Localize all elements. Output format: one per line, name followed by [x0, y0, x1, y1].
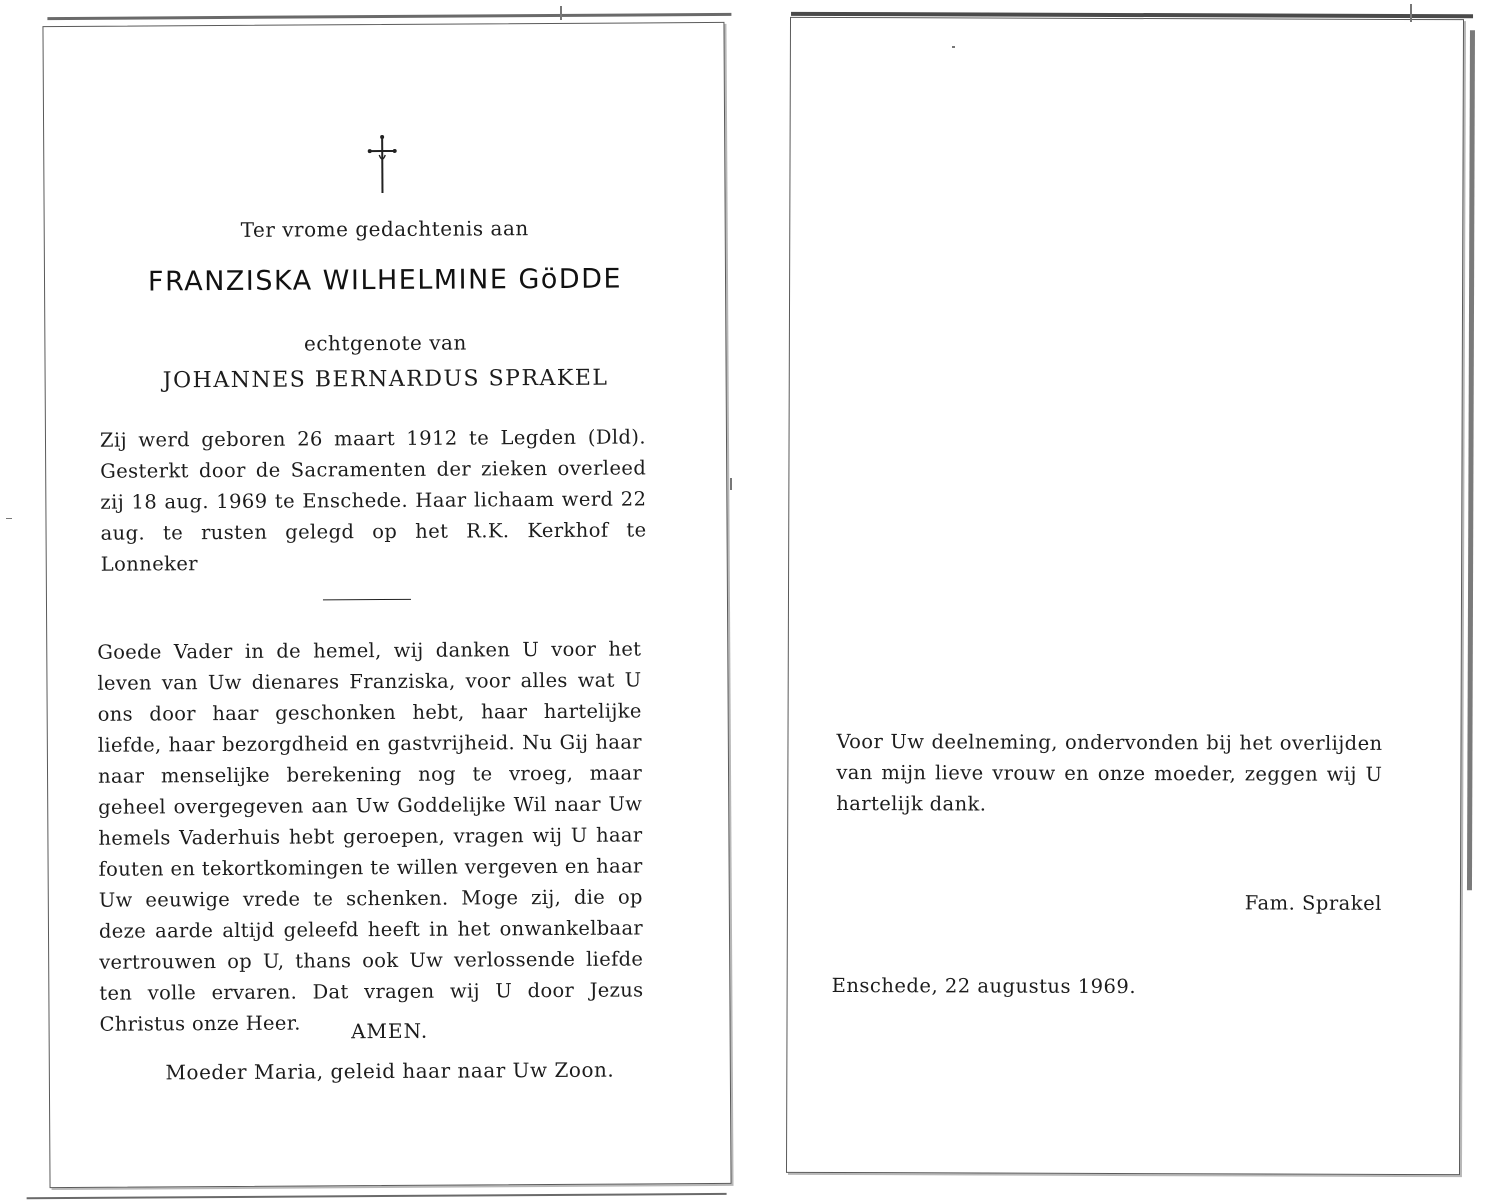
biography-paragraph: Zij werd geboren 26 maart 1912 te Legden (Dld). Gesterkt door de Sacramenten der zieken overleed zij 18 aug. 1969 te Enschede. Haar lichaam werd 22 aug. te rusten gelegd op het R.K. Kerkhof te Lonneker — [99, 425, 647, 576]
dedication-text: Ter vrome gedachtenis aan — [240, 216, 529, 242]
deceased-name: FRANZISKA WILHELMINE GöDDE — [147, 263, 623, 298]
thanks-paragraph: Voor Uw deelneming, ondervonden bij het overlijden van mijn lieve vrouw en onze moeder, zeggen wij U hartelijk dank. — [836, 729, 1383, 816]
invocation-text: Moeder Maria, geleid haar naar Uw Zoon. — [165, 1057, 615, 1085]
scan-speck — [952, 46, 955, 48]
place-date: Enschede, 22 augustus 1969. — [831, 973, 1137, 999]
prayer-paragraph: Goede Vader in de hemel, wij danken U voor het leven van Uw dienares Franziska, voor alles wat U ons door haar geschonken hebt, haar hartelijke liefde, haar bezorgdheid en gastvrijheid. Nu Gij haar naar menselijke berekening nog te vroeg, maar geheel overgegeven aan Uw Goddelijke Wil naar Uw hemels Vaderhuis hebt geroepen, vragen wij U haar fouten en tekortkomingen te willen vergeven en haar Uw eeuwige vrede te schenken. Moge zij, die op deze aarde altijd geleefd heeft in het onwankelbaar vertrouwen op U, thans ook Uw verlossende liefde ten volle ervaren. Dat vragen wij U door Jezus Christus onze Heer. — [97, 637, 644, 1036]
cross-icon — [367, 133, 397, 195]
memorial-card-front — [42, 22, 731, 1188]
spouse-intro: echtgenote van — [303, 330, 467, 356]
memorial-card-back — [786, 17, 1464, 1175]
amen-text: AMEN. — [350, 1018, 429, 1044]
scan-speck — [6, 518, 12, 519]
scan-speck — [560, 6, 562, 20]
divider-line — [323, 599, 411, 601]
scan-speck — [1410, 4, 1412, 22]
scan-speck — [730, 478, 732, 490]
family-signature: Fam. Sprakel — [1244, 891, 1382, 915]
spouse-name: JOHANNES BERNARDUS SPRAKEL — [162, 365, 609, 394]
